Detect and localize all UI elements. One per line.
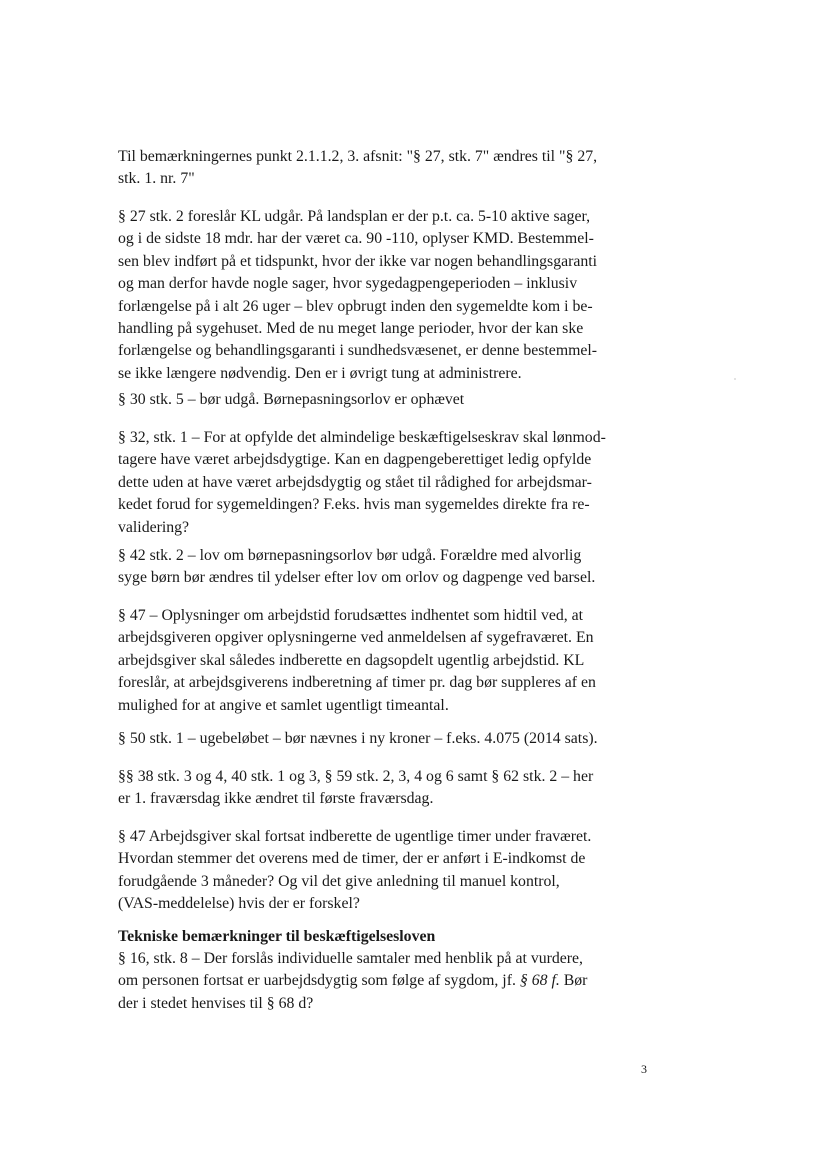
section-heading: Tekniske bemærkninger til beskæftigelsesloven [118,928,436,945]
paragraph-9: § 47 Arbejdsgiver skal fortsat indberette de ugentlige timer under fraværet. Hvordan stemmer det overens med de timer, der er anført i E-indkomst de forudgående 3 måneder? Og vil det give anledning til manuel kontrol, (VAS-meddelelse) hvis der er forskel? [118,828,592,913]
scan-speck [734,378,736,380]
section-paragraph [118,948,608,1015]
paragraph-4: § 32, stk. 1 – For at opfylde det almindelige beskæftigelseskrav skal lønmod- tagere have været arbejdsdygtige. Kan en dagpengeberettiget ledig opfylde dette uden at have været arbejdsdygtig og stået til rådighed for arbejdsmar- kedet forud for sygemeldingen? F.eks. hvis man sygemeldes direkte fra re- validering? [118,429,606,536]
paragraph-7: § 50 stk. 1 – ugebeløbet – bør nævnes i ny kroner – f.eks. 4.075 (2014 sats). [118,730,598,747]
paragraph-3: § 30 stk. 5 – bør udgå. Børnepasningsorlov er ophævet [118,391,465,408]
paragraph-5: § 42 stk. 2 – lov om børnepasningsorlov bør udgå. Forældre med alvorlig syge børn bør ændres til ydelser efter lov om orlov og dagpenge ved barsel. [118,547,596,587]
section-text-start: § 16, stk. 8 – Der forslås individuelle samtaler med henblik på at vurdere, om personen fortsat er uarbejdsdygtig som følge af sygdom, jf. [118,950,584,990]
paragraph-6: § 47 – Oplysninger om arbejdstid forudsættes indhentet som hidtil ved, at arbejdsgiveren opgiver oplysningerne ved anmeldelsen af sygefraværet. En arbejdsgiver skal således indberette en dagsopdelt ugentlig arbejdstid. KL foreslår, at arbejdsgiverens indberetning af timer pr. dag bør suppleres af en mulighed for at angive et samlet ugentligt timeantal. [118,607,596,714]
section-reference: § 68 f. [519,972,560,990]
paragraph-8: §§ 38 stk. 3 og 4, 40 stk. 1 og 3, § 59 stk. 2, 3, 4 og 6 samt § 62 stk. 2 – her er 1. fraværsdag ikke ændret til første fraværsdag. [118,768,594,808]
paragraph-2: § 27 stk. 2 foreslår KL udgår. På landsplan er der p.t. ca. 5-10 aktive sager, og i de sidste 18 mdr. har der været ca. 90 -110, oplyser KMD. Bestemmel- sen blev indført på et tidspunkt, hvor der ikke var nogen behandlingsgaranti og man derfor havde nogle sager, hvor sygedagpengeperioden – inklusiv forlængelse på i alt 26 uger – blev opbrugt inden den sygemeldte kom i be- handling på sygehuset. Med de nu meget lange perioder, hvor der kan ske forlængelse og behandlingsgaranti i sundhedsvæsenet, er denne bestemmel- se ikke længere nødvendig. Den er i øvrigt tung at administrere. [118,208,598,382]
page-number: 3 [641,1062,647,1076]
section-text-end: Bør der i stedet henvises til § 68 d? [118,972,588,1012]
paragraph-1: Til bemærkningernes punkt 2.1.1.2, 3. afsnit: "§ 27, stk. 7" ændres til "§ 27, stk. 1. nr. 7" [118,148,598,188]
